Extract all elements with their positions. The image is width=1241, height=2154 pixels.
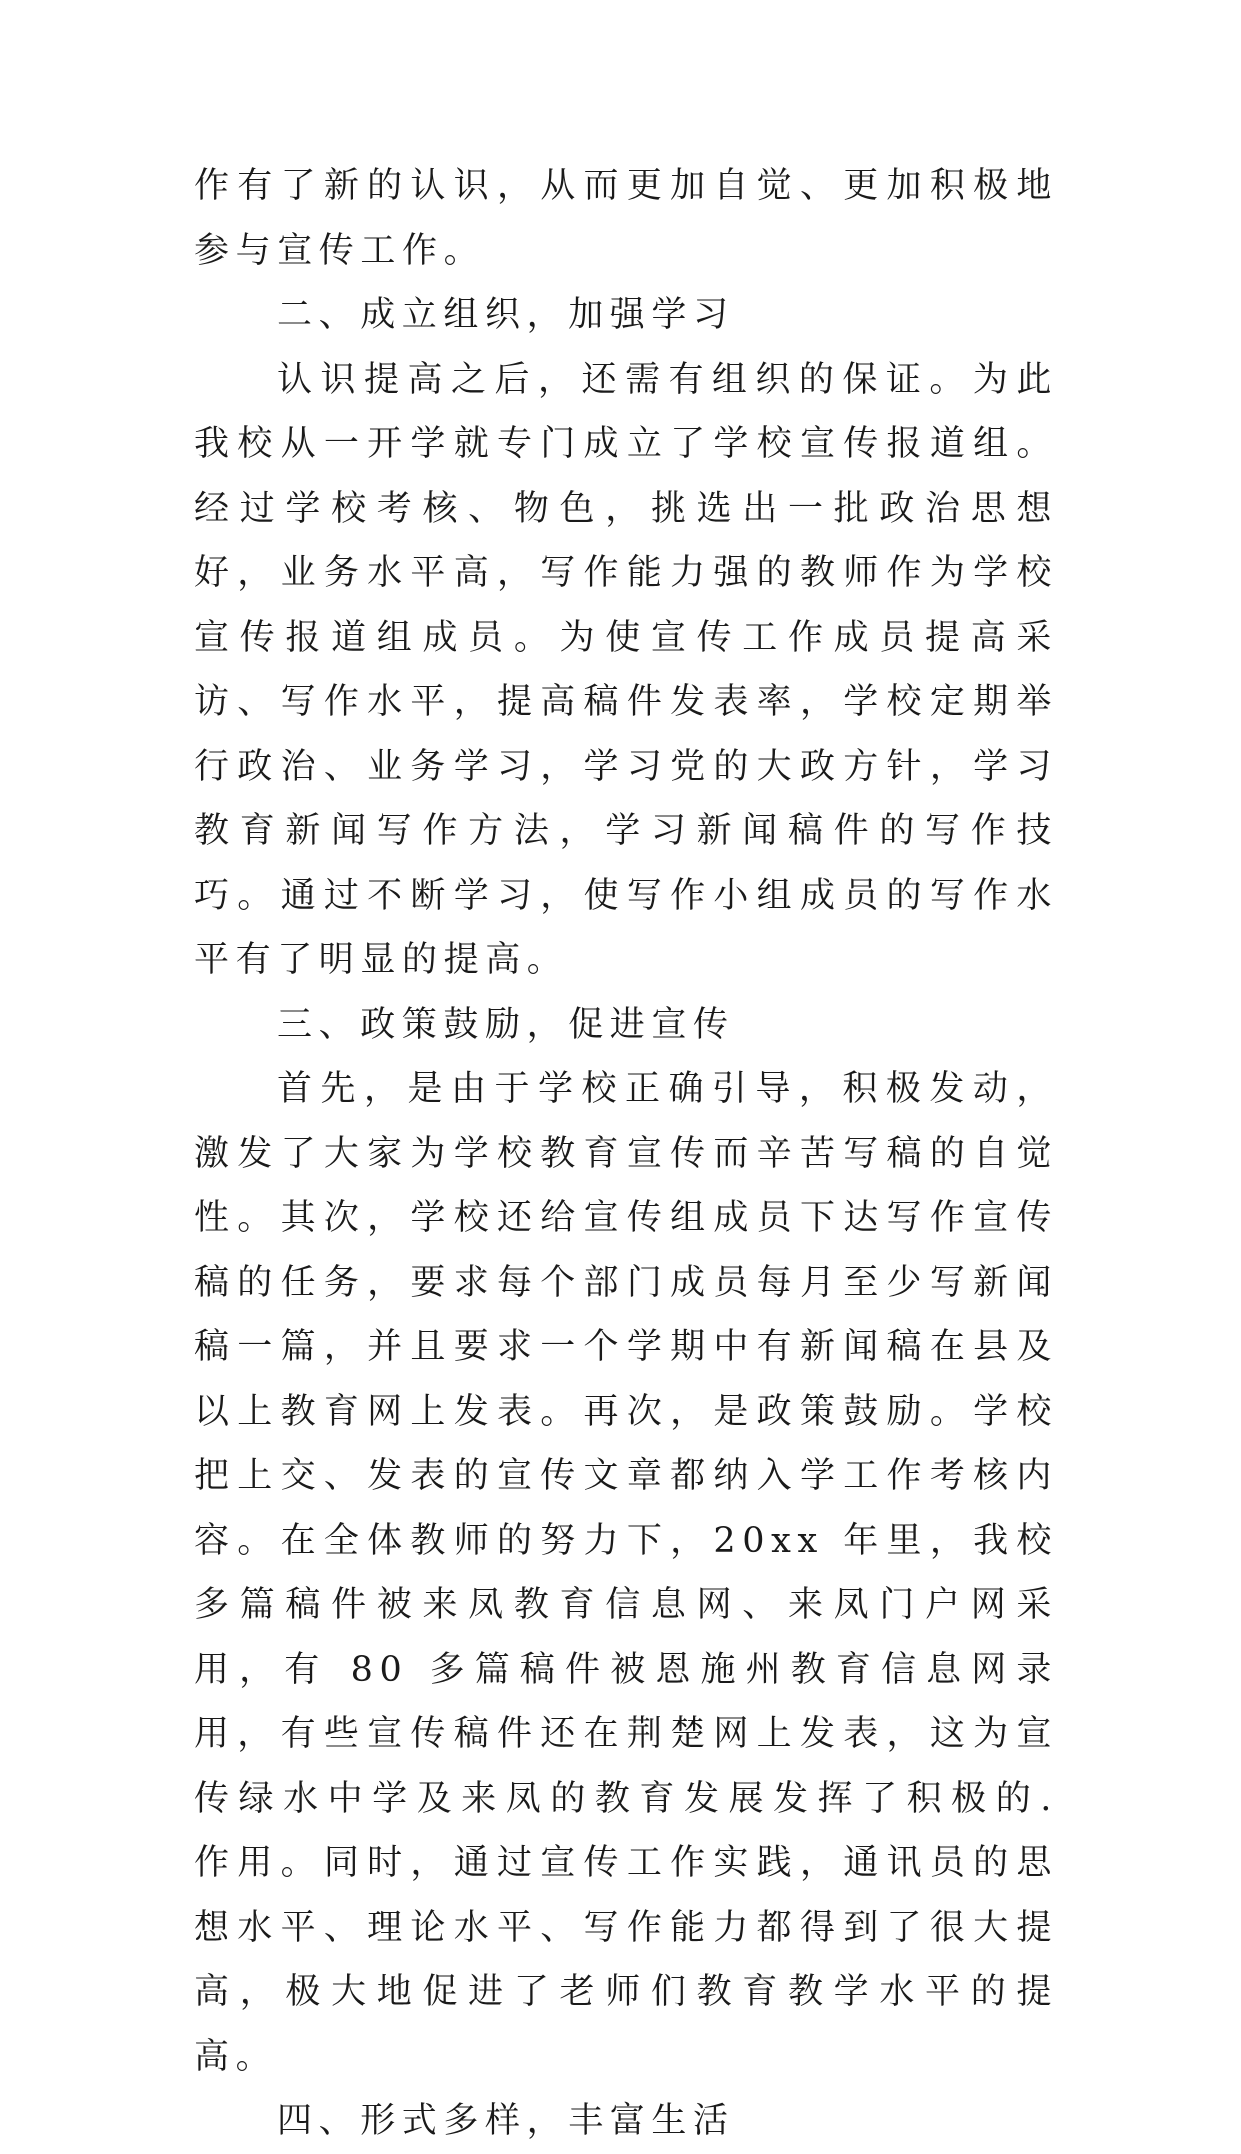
paragraph-policy: 首先，是由于学校正确引导，积极发动，激发了大家为学校教育宣传而辛苦写稿的自觉性。其次，学校还给宣传组成员下达写作宣传稿的任务，要求每个部门成员每月至少写新闻稿一篇，并且要求一个学期中有新闻稿在县及以上教育网上发表。再次，是政策鼓励。学校把上交、发表的宣传文章都纳入学工作考核内容。在全体教师的努力下，20xx 年里，我校多篇稿件被来凤教育信息网、来凤门户网采用，有 80 多篇稿件被恩施州教育信息网录用，有些宣传稿件还在荆楚网上发表，这为宣传绿水中学及来凤的教育发展发挥了积极的. 作用。同时，通过宣传工作实践，通讯员的思想水平、理论水平、写作能力都得到了很大提高，极大地促进了老师们教育教学水平的提高。: [194, 1069, 1058, 2077]
section-heading-4: 四、形式多样，丰富生活: [277, 2101, 735, 2141]
paragraph-continuation: 作有了新的认识，从而更加自觉、更加积极地参与宣传工作。: [194, 166, 1058, 271]
paragraph-organization: 认识提高之后，还需有组织的保证。为此我校从一开学就专门成立了学校宣传报道组。经过学校考核、物色，挑选出一批政治思想好，业务水平高，写作能力强的教师作为学校宣传报道组成员。为使宣传工作成员提高采访、写作水平，提高稿件发表率，学校定期举行政治、业务学习，学习党的大政方针，学习教育新闻写作方法，学习新闻稿件的写作技巧。通过不断学习，使写作小组成员的写作水平有了明显的提高。: [194, 359, 1058, 980]
section-heading-3: 三、政策鼓励，促进宣传: [277, 1004, 735, 1045]
document-body: [194, 154, 1058, 2154]
section-heading-2: 二、成立组织，加强学习: [277, 295, 735, 335]
